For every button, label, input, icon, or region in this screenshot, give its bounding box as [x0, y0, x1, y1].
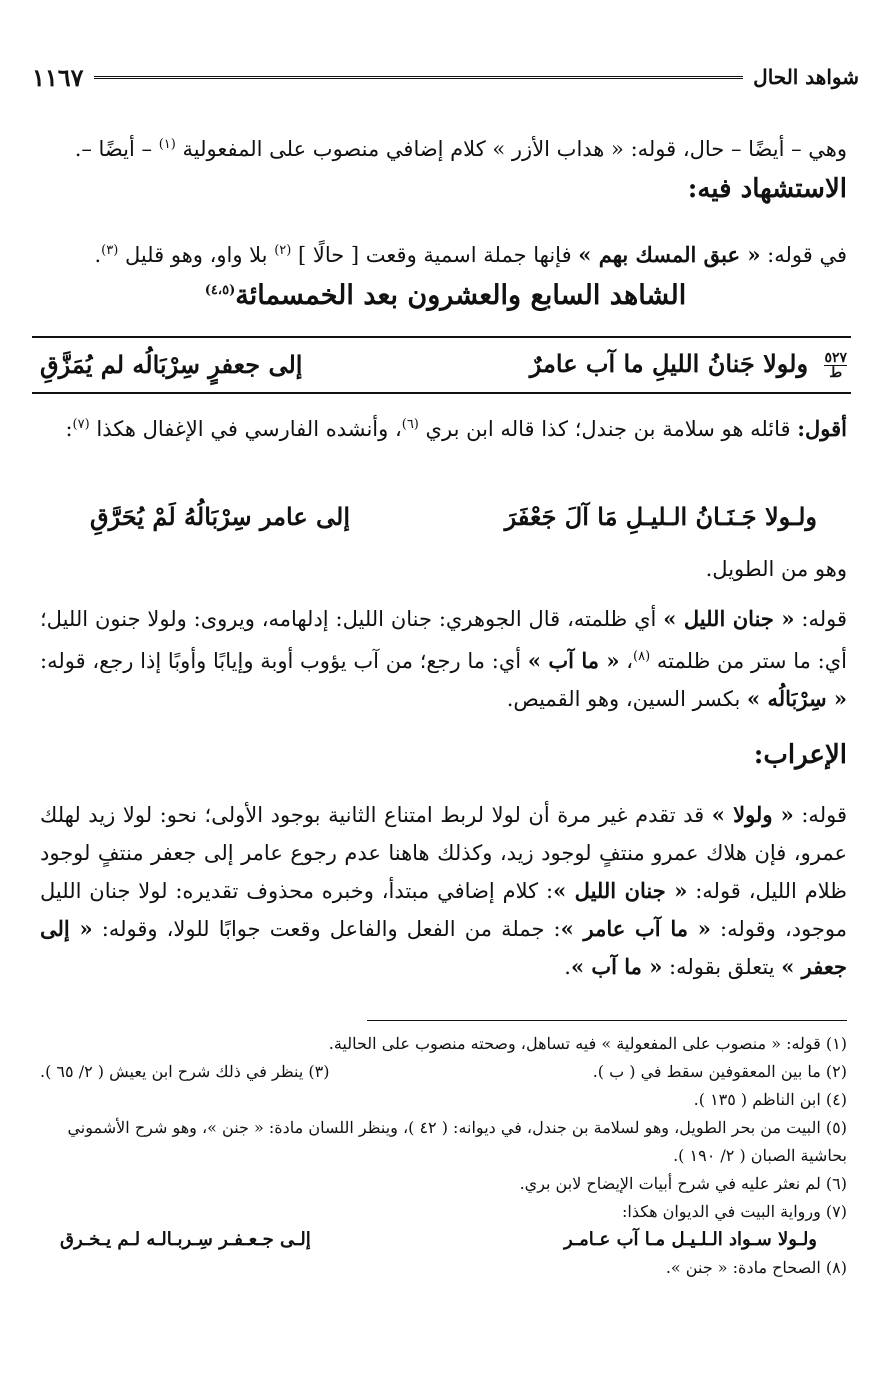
footnote-row-2-3 [40, 1058, 847, 1086]
quoted-phrase: « سِرْبَالُه » [747, 686, 847, 711]
quoted-phrase: « ولولا » [711, 802, 794, 827]
lexis-paragraph [40, 600, 847, 718]
footnote-ref: (٨) [633, 649, 651, 664]
footnote-2: (٢) ما بين المعقوفين سقط في ( ب ). [592, 1062, 847, 1081]
footnote-7: (٧) ورواية البيت في الديوان هكذا: [622, 1202, 847, 1221]
intro-paragraph [40, 126, 847, 168]
lexis-text: أي ظلمته، قال الجوهري: جنان الليل: إدلهامه، ويروى: ولولا جنون الليل؛ أي: ما ستر من ظلمته [40, 607, 847, 673]
lexis-text: قوله: [794, 607, 848, 631]
running-title: شواهد الحال [753, 65, 859, 89]
footnote-ref: (٦) [401, 417, 419, 432]
aqul-text: قائله هو سلامة بن جندل؛ كذا قاله ابن بري [418, 417, 798, 441]
page-header [32, 60, 859, 94]
footnote-5: (٥) البيت من بحر الطويل، وهو لسلامة بن جندل، في ديوانه: ( ٤٢ )، وينظر اللسان مادة: « جنن »، وهو شرح الأشموني بحاشية الصبان ( ٢/ ١٩٠ ). [67, 1118, 847, 1165]
quoted-phrase: « ما آب عامر » [560, 916, 711, 941]
quoted-phrase: « ما آب » [527, 648, 620, 673]
quoted-phrase: « ما آب » [570, 954, 663, 979]
footnote-6: (٦) لم نعثر عليه في شرح أبيات الإيضاح لابن بري. [519, 1174, 847, 1193]
istishhad-paragraph [40, 232, 847, 274]
quoted-phrase: « عبق المسك بهم » [578, 242, 761, 267]
irab-heading: الإعراب: [753, 740, 847, 770]
witness-title-text: الشاهد السابع والعشرون بعد الخمسمائة [235, 280, 687, 311]
lexis-text: أي: ما رجع؛ من آب يؤوب أوبة وإيابًا وأوبًا إذا رجع، قوله: [40, 649, 528, 673]
footnote-ref: (٣) [101, 243, 119, 258]
footnote-7-hemistich-1: ولـولا سـواد الـلـيـل مـا آب عـامـر [563, 1229, 817, 1250]
aqul-label: أقول: [797, 416, 847, 441]
footnote-7-hemistich-2: إلـى جـعـفـر سِـربـالـه لـم يـخـرق [60, 1229, 311, 1250]
istishhad-text: في قوله: [760, 243, 847, 267]
divider-top [32, 336, 851, 338]
variant-verse [40, 496, 847, 536]
irab-text: : كلام إضافي مبتدأ، وخبره محذوف تقديره: لولا جنان الليل موجود، وقوله: [40, 879, 847, 941]
footnotes [40, 1030, 847, 1282]
footnote-ref: (١) [158, 137, 176, 152]
page-number: ١١٦٧ [32, 62, 84, 92]
footnote-separator [367, 1020, 847, 1021]
header-rule [94, 76, 744, 79]
istishhad-heading: الاستشهاد فيه: [687, 174, 847, 204]
hemistich-1: ولولا جَنانُ الليلِ ما آب عامرٌ [529, 348, 809, 378]
intro-text-end: – أيضًا –. [74, 137, 159, 161]
meter-line: وهو من الطويل. [705, 557, 847, 581]
footnote-ref: (٧) [72, 417, 90, 432]
istishhad-text: فإنها جملة اسمية وقعت [ حالًا ] [291, 243, 579, 267]
footnote-ref: (٤،٥) [204, 283, 236, 298]
footnote-8: (٨) الصحاح مادة: « جنن ». [665, 1258, 847, 1277]
verse-first-hemistich [530, 349, 847, 380]
meter-mark: ط [829, 364, 843, 381]
witness-verse [40, 344, 847, 384]
footnote-3: (٣) ينظر في ذلك شرح ابن يعيش ( ٢/ ٦٥ ). [40, 1062, 330, 1081]
aqul-paragraph [40, 406, 847, 448]
intro-text: وهي – أيضًا – حال، قوله: « هداب الأزر » كلام إضافي منصوب على المفعولية [175, 137, 847, 161]
irab-paragraph [40, 796, 847, 986]
istishhad-text: . [94, 243, 102, 267]
footnote-4: (٤) ابن الناظم ( ١٣٥ ). [693, 1090, 847, 1109]
witness-title [0, 280, 891, 311]
footnote-ref: (٢) [274, 243, 292, 258]
quoted-phrase: « جنان الليل » [553, 878, 688, 903]
footnote-1: (١) قوله: « منصوب على المفعولية » فيه تساهل، وصحته منصوب على الحالية. [328, 1034, 847, 1053]
irab-text: : جملة من الفعل والفاعل وقعت جوابًا للولا، وقوله: [92, 917, 561, 941]
aqul-text: : [65, 417, 73, 441]
verse-number-text: ٥٢٧ [824, 349, 847, 366]
irab-text: قد تقدم غير مرة أن لولا لربط امتناع الثانية بوجود الأولى؛ نحو: لولا زيد لهلك عمرو، فإن هلاك عمرو منتفٍ لوجود زيد، وكذلك هاهنا عدم رجوع عامر إلى جعفر منتفٍ لوجود ظلام الليل، قوله: [40, 803, 847, 903]
quoted-phrase: « جنان الليل » [663, 606, 795, 631]
hemistich-2: إلى جعفرٍ سِرْبَالُه لم يُمَزَّقِ [40, 349, 303, 379]
hemistich-1: ولـولا جَـنَـانُ الـليـلِ مَا آلَ جَعْفَرَ [504, 501, 817, 531]
quoted-phrase: « إلى جعفر » [40, 916, 847, 979]
irab-text: . [564, 955, 571, 979]
lexis-text: بكسر السين، وهو القميص. [506, 687, 748, 711]
irab-text: يتعلق بقوله: [662, 955, 782, 979]
irab-text: قوله: [793, 803, 847, 827]
hemistich-2: إلى عامر سِرْبَالُهُ لَمْ يُحَرَّقِ [90, 501, 350, 531]
istishhad-text: بلا واو، وهو قليل [118, 243, 275, 267]
divider-bottom [32, 392, 851, 394]
lexis-text: ، [619, 649, 634, 673]
aqul-text: ، وأنشده الفارسي في الإغفال هكذا [89, 417, 402, 441]
footnote-7-verse [40, 1226, 847, 1254]
verse-number [824, 351, 847, 380]
